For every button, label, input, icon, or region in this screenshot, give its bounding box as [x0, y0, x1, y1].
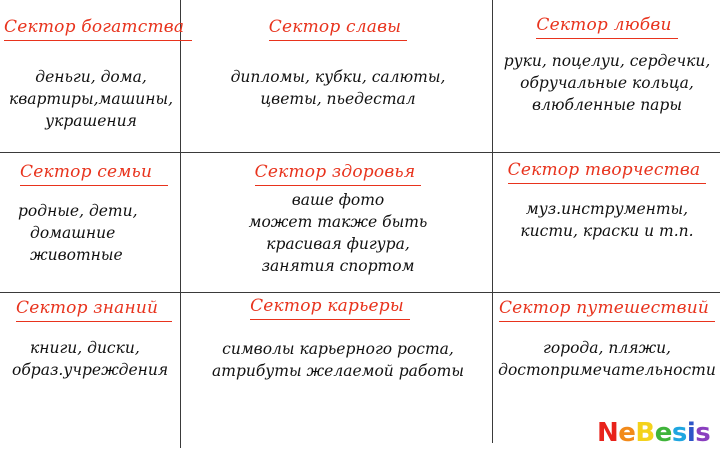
logo-letter: B: [635, 418, 655, 448]
sector-fame-line: дипломы, кубки, салюты,: [230, 68, 446, 86]
sector-love: [496, 15, 718, 116]
sector-wealth: [4, 17, 186, 132]
sector-love-title: Сектор любви: [536, 15, 677, 39]
sector-health-line: ваше фото: [291, 191, 385, 209]
sector-knowledge-line: образ.учреждения: [12, 361, 169, 379]
sector-family-line: родные, дети,: [18, 202, 138, 220]
nebesis-logo: [597, 418, 710, 448]
sector-health-line: может также быть: [248, 213, 428, 231]
sector-career-text: [190, 338, 486, 382]
sector-fame-title: Сектор славы: [269, 17, 407, 41]
sector-travel-line: достопримечательности: [498, 361, 716, 379]
sector-travel-line: города, пляжи,: [543, 339, 671, 357]
sector-health-text: [190, 189, 486, 277]
sector-family-title: Сектор семьи: [20, 162, 168, 186]
sector-knowledge-line: книги, диски,: [30, 339, 140, 357]
sector-health-title: Сектор здоровья: [255, 162, 422, 186]
sector-creativity-text: [496, 198, 718, 242]
logo-letter: s: [671, 418, 687, 448]
sector-creativity: [496, 160, 718, 242]
sector-career-line: атрибуты желаемой работы: [212, 362, 464, 380]
sector-career: [190, 296, 486, 382]
grid-horizontal-line-bottom: [0, 292, 720, 293]
sector-fame-line: цветы, пьедестал: [260, 90, 416, 108]
sector-love-line: обручальные кольца,: [520, 74, 694, 92]
sector-family: [18, 162, 176, 266]
sector-career-line: символы карьерного роста,: [222, 340, 454, 358]
sector-family-text: [18, 200, 176, 266]
sector-wealth-text: [0, 66, 186, 132]
sector-health-line: красивая фигура,: [266, 235, 410, 253]
logo-letter: s: [695, 418, 711, 448]
sector-fame-text: [190, 66, 486, 110]
sector-wealth-title: Сектор богатства: [4, 17, 192, 41]
sector-family-line: домашние: [30, 224, 116, 242]
sector-creativity-line: кисти, краски и т.п.: [520, 222, 694, 240]
logo-letter: N: [597, 418, 619, 448]
sector-fame: [190, 17, 486, 110]
logo-letter: e: [618, 418, 636, 448]
sector-creativity-line: муз.инструменты,: [525, 200, 689, 218]
sector-travel: [494, 298, 720, 381]
sector-travel-title: Сектор путешествий: [499, 298, 715, 322]
sector-knowledge-text: [12, 337, 176, 381]
sector-knowledge: [12, 298, 176, 381]
sector-love-text: [496, 50, 718, 116]
sector-travel-text: [494, 337, 720, 381]
sector-health-line: занятия спортом: [261, 257, 415, 275]
logo-letter: i: [686, 418, 696, 448]
grid-vertical-line-right: [492, 0, 493, 443]
sector-love-line: влюбленные пары: [532, 96, 682, 114]
sector-love-line: руки, поцелуи, сердечки,: [503, 52, 711, 70]
sector-wealth-line: украшения: [45, 112, 137, 130]
sector-family-line: животные: [30, 246, 123, 264]
sector-health: [190, 162, 486, 277]
grid-horizontal-line-top: [0, 152, 720, 153]
sector-knowledge-title: Сектор знаний: [16, 298, 172, 322]
logo-letter: e: [654, 418, 672, 448]
sector-wealth-line: квартиры,машины,: [8, 90, 174, 108]
sector-wealth-line: деньги, дома,: [35, 68, 147, 86]
sector-creativity-title: Сектор творчества: [508, 160, 707, 184]
sector-career-title: Сектор карьеры: [250, 296, 410, 320]
